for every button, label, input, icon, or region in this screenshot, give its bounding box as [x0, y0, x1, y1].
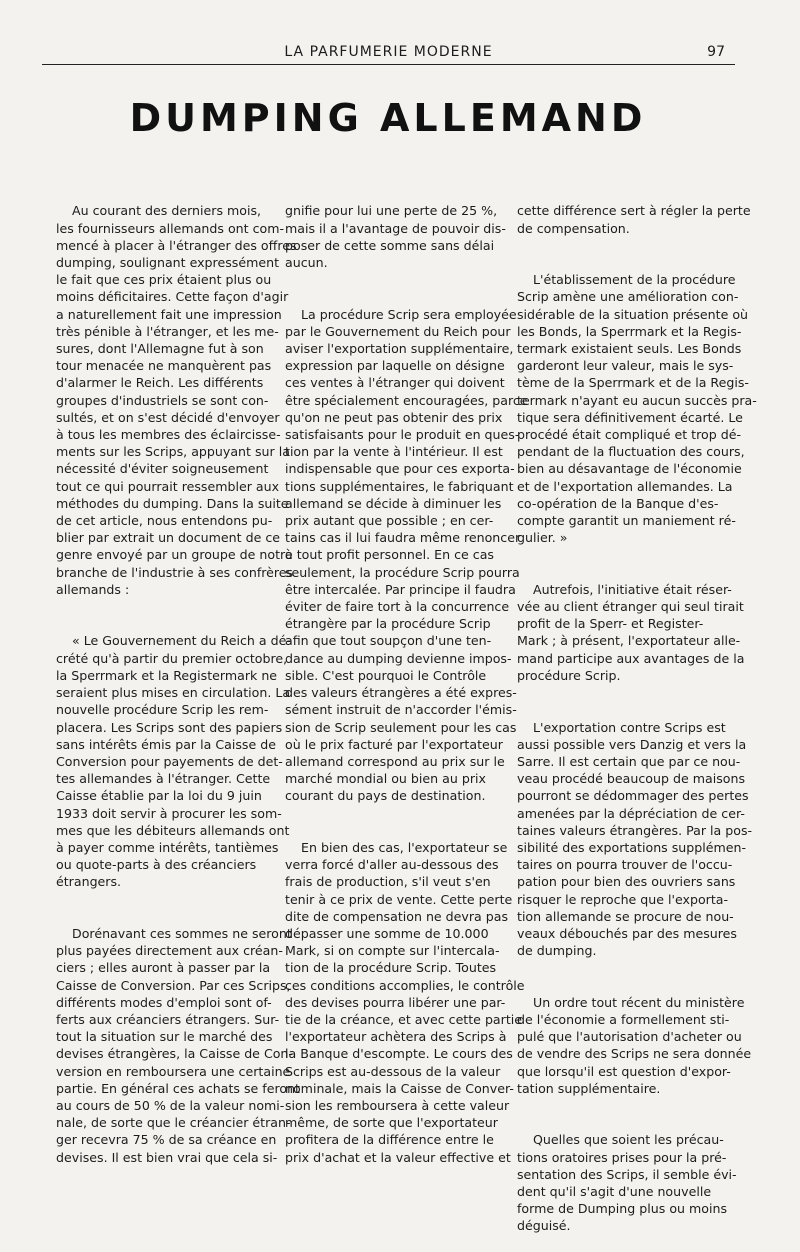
paragraph: Dorénavant ces sommes ne seront plus payées directement aux créan- ciers ; elles auront à passer par la Caisse de Conversion. Par ces Scrips, différents modes d'emploi sont of- ferts aux créanciers étrangers. Sur- tout la situation sur le marché des devises étrangères, la Caisse de Con- version en remboursera une certaine partie. En général ces achats se feront au cours de 50 % de la valeur nomi- nale, de sorte que le créancier étran- ger recevra 75 % de sa créance en devises. Il est bien vrai que cela si-: [56, 925, 300, 1165]
journal-name: LA PARFUMERIE MODERNE: [284, 44, 493, 60]
paragraph: Au courant des derniers mois, les fournisseurs allemands ont com- mencé à placer à l'étranger des offres dumping, soulignant expressément le fait que ces prix étaient plus ou moins déficitaires. Cette façon d'agir a naturellement fait une impression très pénible à l'étranger, et les me- sures, dont l'Allemagne fut à son tour menacée ne manquèrent pas d'alarmer le Reich. Les différents groupes d'industriels se sont con- sultés, et on s'est décidé d'envoyer à tous les membres des éclaircisse- ments sur les Scrips, appuyant sur la nécessité d'éviter soigneusement tout ce qui pourrait ressembler aux méthodes du dumping. Dans la suite de cet article, nous entendons pu- blier par extrait un document de ce genre envoyé par un groupe de notre branche de l'industrie à ses confrères allemands :: [56, 203, 297, 597]
page-number: 97: [707, 44, 725, 60]
text-column-2: [285, 168, 528, 1183]
paragraph: Un ordre tout récent du ministère de l'économie a formellement sti- pulé que l'autorisation d'acheter ou de vendre des Scrips ne sera donnée que lorsqu'il est question d'expor- tation supplémentaire.: [517, 994, 752, 1096]
paragraph: cette différence sert à régler la perte de compensation.: [517, 203, 751, 236]
paragraph: Autrefois, l'initiative était réser- vée au client étranger qui seul tirait profit de la Sperr- et Register- Mark ; à présent, l'exportateur alle- mand participe aux avantages de la procédure Scrip.: [517, 581, 745, 683]
paragraph: gnifie pour lui une perte de 25 %, mais il a l'avantage de pouvoir dis- poser de cette somme sans délai aucun.: [285, 203, 506, 271]
paragraph: L'établissement de la procédure Scrip amène une amélioration con- sidérable de la situation présente où les Bonds, la Sperrmark et la Regis- termark existaient seuls. Les Bonds garderont leur valeur, mais le sys- tème de la Sperrmark et de la Regis- termark n'ayant eu aucun succès pra- tique sera définitivement écarté. Le procédé était compliqué et trop dé- pendant de la fluctuation des cours, bien au désavantage de l'économie et de l'exportation allemandes. La co-opération de la Banque d'es- compte garantit un maniement ré- gulier. »: [517, 272, 757, 546]
text-column-3: [517, 168, 757, 1252]
paragraph: L'exportation contre Scrips est aussi possible vers Danzig et vers la Sarre. Il est certain que par ce nou- veau procédé beaucoup de maisons pourront se dédommager des pertes amenées par la dépréciation de cer- taines valeurs étrangères. Par la pos- sibilité des exportations supplémen- taires on pourra trouver de l'occu- pation pour bien des ouvriers sans risquer le reproche que l'exporta- tion allemande se procure de nou- veaux débouchés par des mesures de dumping.: [517, 719, 753, 959]
article-title: DUMPING ALLEMAND: [129, 96, 647, 140]
paragraph: En bien des cas, l'exportateur se verra forcé d'aller au-dessous des frais de production, s'il veut s'en tenir à ce prix de vente. Cette perte dite de compensation ne devra pas dépasser une somme de 10.000 Mark, si on compte sur l'intercala- tion de la procédure Scrip. Toutes ces conditions accomplies, le contrôle des devises pourra libérer une par- tie de la créance, et avec cette partie l'exportateur achètera des Scrips à la Banque d'escompte. Le cours des Scrips est au-dessous de la valeur nominale, mais la Caisse de Conver- sion les remboursera à cette valeur même, de sorte que l'exportateur profitera de la différence entre le prix d'achat et la valeur effective et: [285, 839, 525, 1165]
header-rule: [42, 64, 735, 65]
text-column-1: [56, 168, 300, 1183]
paragraph: « Le Gouvernement du Reich a dé- crété qu'à partir du premier octobre, la Sperrmark et la Registermark ne seraient plus mises en circulation. La nouvelle procédure Scrip les rem- placera. Les Scrips sont des papiers sans intérêts émis par la Caisse de Conversion pour payements de det- tes allemandes à l'étranger. Cette Caisse établie par la loi du 9 juin 1933 doit servir à procurer les som- mes que les débiteurs allemands ont à payer comme intérêts, tantièmes ou quote-parts à des créanciers étrangers.: [56, 633, 291, 890]
paragraph: Quelles que soient les précau- tions oratoires prises pour la pré- sentation des Scrips, il semble évi- dent qu'il s'agit d'une nouvelle forme de Dumping plus ou moins déguisé.: [517, 1132, 737, 1234]
running-head: [42, 44, 735, 64]
paragraph: La procédure Scrip sera employée par le Gouvernement du Reich pour aviser l'exportation supplémentaire, expression par laquelle on désigne ces ventes à l'étranger qui doivent être spécialement encouragées, parce qu'on ne peut pas obtenir des prix satisfaisants pour le produit en ques- tion par la vente à l'intérieur. Il est indispensable que pour ces exporta- tions supplémentaires, le fabriquant allemand se décide à diminuer les prix autant que possible ; en cer- tains cas il lui faudra même renoncer à tout profit personnel. En ce cas seulement, la procédure Scrip pourra être intercalée. Par principe il faudra éviter de faire tort à la concurrence étrangère par la procédure Scrip afin que tout soupçon d'une ten- dance au dumping devienne impos- sible. C'est pourquoi le Contrôle des valeurs étrangères a été expres- sément instruit de n'accorder l'émis- sion de Scrip seulement pour les cas où le prix facturé par l'exportateur allemand correspond au prix sur le marché mondial ou bien au prix courant du pays de destination.: [285, 306, 528, 804]
